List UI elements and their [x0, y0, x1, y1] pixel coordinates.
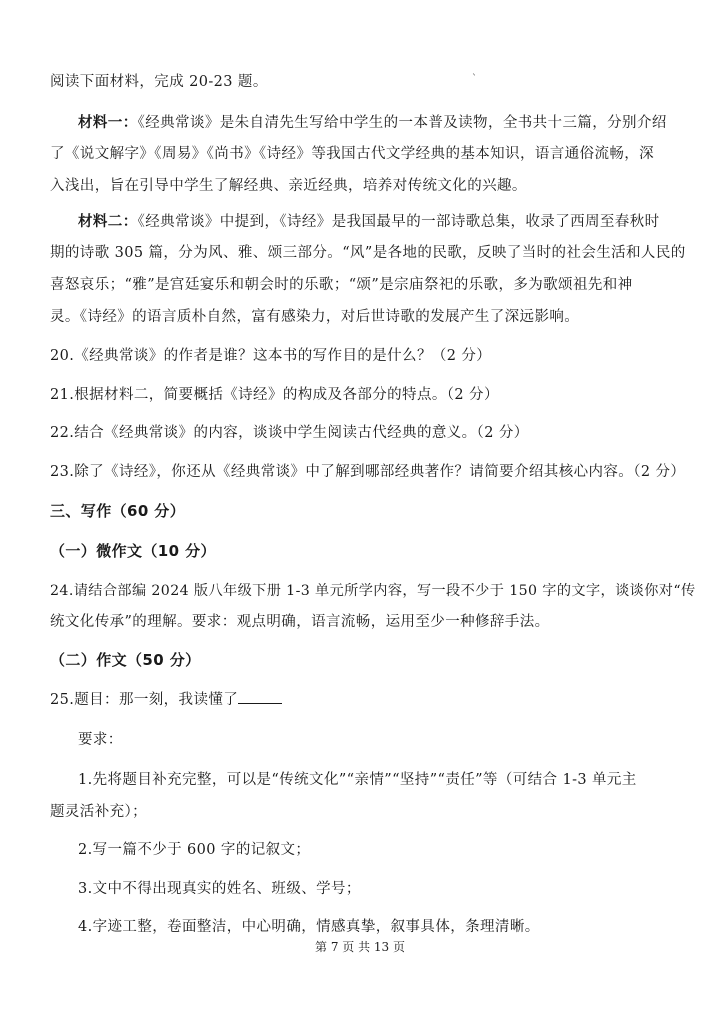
- page-footer: 第 7 页 共 13 页: [315, 940, 405, 954]
- speck-mark: ˋ: [472, 74, 477, 85]
- section-writing-heading: 三、写作（60 分）: [50, 502, 186, 520]
- question-24-line-1: 24.请结合部编 2024 版八年级下册 1-3 单元所学内容，写一段不少于 150 字的文字，谈谈你对“传: [50, 583, 696, 599]
- material2-line-2: 期的诗歌 305 篇，分为风、雅、颂三部分。“风”是各地的民歌，反映了当时的社会生活和人民的: [50, 245, 686, 261]
- material1-line-3: 入浅出，旨在引导中学生了解经典、亲近经典，培养对传统文化的兴趣。: [50, 178, 527, 194]
- material1-line-1: [78, 113, 690, 133]
- requirement-4: 4.字迹工整，卷面整洁，中心明确，情感真挚，叙事具体，条理清晰。: [78, 919, 540, 935]
- material2-line-3: 喜怒哀乐；“雅”是宫廷宴乐和朝会时的乐歌；“颂”是宗庙祭祀的乐歌，多为歌颂祖先和神: [50, 277, 633, 293]
- title-blank: [238, 689, 282, 704]
- material2-line-4: 灵。《诗经》的语言质朴自然，富有感染力，对后世诗歌的发展产生了深远影响。: [50, 309, 580, 325]
- material1-label: 材料一：: [78, 114, 138, 131]
- question-23: 23.除了《诗经》，你还从《经典常谈》中了解到哪部经典著作？请简要介绍其核心内容。（2 分）: [50, 464, 686, 480]
- material1-text: 《经典常谈》是朱自清先生写给中学生的一本普及读物，全书共十三篇，分别介绍: [137, 115, 667, 131]
- requirement-1-line-1: 1.先将题目补充完整，可以是“传统文化”“亲情”“坚持”“责任”等（可结合 1-3 单元主: [78, 772, 637, 788]
- material2-text: 《经典常谈》中提到，《诗经》是我国最早的一部诗歌总集，收录了西周至春秋时: [137, 214, 660, 230]
- material2-line-1: [78, 212, 690, 232]
- reading-instruction: 阅读下面材料，完成 20-23 题。: [50, 74, 268, 90]
- material1-line-2: 了《说文解字》《周易》《尚书》《诗经》等我国古代文学经典的基本知识，语言通俗流畅，深: [50, 146, 655, 162]
- question-24-line-2: 统文化传承”的理解。要求：观点明确，语言流畅，运用至少一种修辞手法。: [50, 614, 550, 630]
- requirement-3: 3.文中不得出现真实的姓名、班级、学号；: [78, 881, 361, 897]
- essay-title-text: 25.题目：那一刻，我读懂了: [50, 692, 239, 708]
- micro-essay-heading: （一）微作文（10 分）: [50, 542, 216, 560]
- requirement-1-line-2: 题灵活补充）；: [50, 804, 148, 820]
- requirements-label: 要求：: [78, 732, 123, 748]
- essay-heading: （二）作文（50 分）: [50, 651, 201, 669]
- question-20: 20.《经典常谈》的作者是谁？这本书的写作目的是什么？（2 分）: [50, 348, 492, 364]
- question-21: 21.根据材料二，简要概括《诗经》的构成及各部分的特点。（2 分）: [50, 387, 499, 403]
- material2-label: 材料二：: [78, 213, 138, 230]
- requirement-2: 2.写一篇不少于 600 字的记叙文；: [78, 842, 311, 858]
- question-25-title: [50, 689, 690, 710]
- question-22: 22.结合《经典常谈》的内容，谈谈中学生阅读古代经典的意义。（2 分）: [50, 425, 529, 441]
